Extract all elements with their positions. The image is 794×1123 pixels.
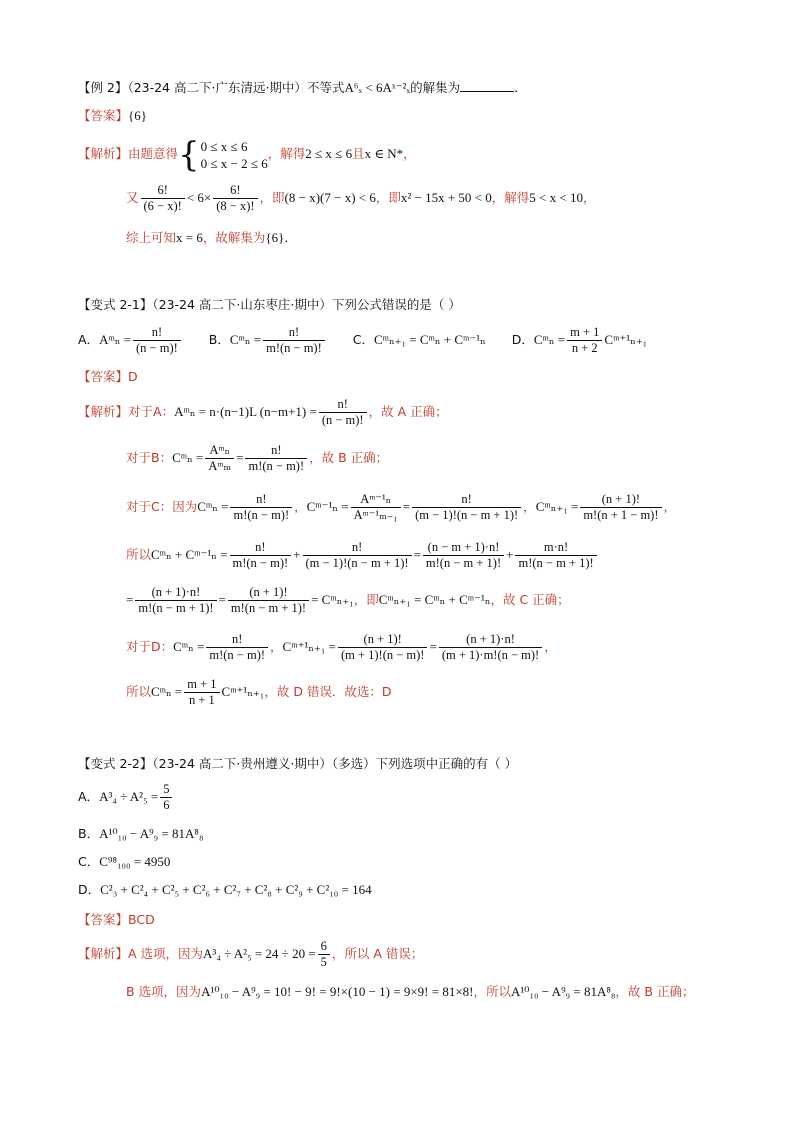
variant21-options (78, 322, 673, 358)
numerator: 6! (141, 183, 185, 199)
math-expr: = (413, 547, 421, 562)
analysis-text: ，解得 (267, 146, 306, 161)
analysis-text: 又 (126, 190, 139, 205)
analysis-text: ，故 B 正确； (309, 450, 389, 465)
separator: ， (294, 499, 307, 514)
variant21-analysis-result (126, 580, 570, 620)
analysis-text: ，故 D 错误．故选：D (264, 684, 392, 699)
variant21-answer (78, 369, 138, 385)
math-expr: = (429, 639, 437, 654)
analysis-text: 综上可知 (126, 230, 177, 245)
fraction (230, 492, 292, 523)
math-expr: = (236, 450, 244, 465)
math-expr: Cᵐ⁺¹ₙ₊₁ (604, 332, 648, 347)
brace-symbol: { (178, 134, 200, 175)
fraction (213, 183, 257, 214)
example2-answer (78, 108, 147, 124)
fraction (205, 443, 234, 474)
answer-blank (460, 79, 514, 92)
math-expr: = Cᵐₙ₊₁ (311, 592, 354, 607)
math-expr: {6} (265, 230, 285, 245)
analysis-text: ，故解集为 (202, 230, 266, 245)
denominator: m!(n − m + 1)! (138, 601, 214, 615)
math-expr: Aᵐₙ = n·(n−1)L (n−m+1) = (174, 404, 317, 419)
fraction (184, 677, 219, 708)
answer-value: BCD (128, 912, 155, 927)
numerator: n! (263, 325, 325, 341)
system-row: 0 ≤ x − 2 ≤ 6 (200, 155, 268, 171)
denominator: (m + 1)!(n − m)! (340, 648, 425, 662)
variant22-source: （23-24 高二下·贵州遵义·期中） (152, 756, 332, 771)
analysis-text: 对于B： (126, 450, 173, 465)
answer-label: 【答案】 (78, 108, 129, 123)
analysis-text: ，故 B 正确； (615, 984, 695, 999)
math-expr: Cᵐₙ₊₁ = (535, 499, 579, 514)
numerator: (n − m + 1)·n! (423, 540, 504, 556)
example2-question (78, 79, 518, 96)
variant22-analysis-a (78, 936, 423, 972)
analysis-text: ，即 (353, 592, 379, 607)
math-expr: < 6× (186, 190, 212, 205)
fraction (160, 782, 172, 813)
denominator: m!(n − m + 1)! (230, 601, 307, 615)
variant22-option-c (78, 854, 170, 870)
fraction (318, 939, 330, 970)
denominator: 5 (320, 955, 327, 969)
option-label: B． (208, 332, 230, 347)
fraction (351, 492, 401, 523)
answer-label: 【答案】 (78, 912, 129, 927)
separator: ， (523, 499, 536, 514)
option-label: B． (78, 826, 100, 841)
variant22-answer (78, 912, 155, 928)
variant21-question (78, 297, 461, 313)
inequality: A⁶ₓ < 6Aˣ⁻²ₓ (344, 80, 411, 95)
variant21-source: （23-24 高二下·山东枣庄·期中） (152, 297, 332, 312)
analysis-text: ，故 C 正确； (490, 592, 570, 607)
fraction (206, 632, 268, 663)
variant22-question (78, 756, 517, 772)
math-expr: Cᵐ⁻¹ₙ = (306, 499, 349, 514)
denominator: m!(n + 1 − m)! (583, 508, 659, 522)
math-expr: Cᵐₙ = (229, 332, 262, 347)
denominator: m!(n − m)! (233, 508, 290, 522)
math-expr: Cᵐₙ₊₁ = Cᵐₙ + Cᵐ⁻¹ₙ (378, 592, 491, 607)
analysis-text: ， (582, 190, 596, 205)
math-expr: Cᵐ⁺¹ₙ₊₁ = (282, 639, 336, 654)
separator: ， (544, 639, 557, 654)
analysis-text: ， (403, 146, 416, 161)
numerator: 6 (318, 939, 330, 955)
period: . (514, 80, 519, 95)
analysis-label: 【解析】 (78, 404, 129, 419)
option-d (512, 322, 647, 358)
numerator: n! (206, 632, 268, 648)
variant21-analysis-c (126, 487, 676, 527)
denominator: m!(n − m + 1)! (425, 556, 502, 570)
variant22-option-b (78, 826, 204, 842)
variant21-analysis-d (126, 627, 557, 667)
denominator: m!(n − m)! (248, 459, 305, 473)
answer-value: D (128, 369, 138, 384)
analysis-text: B 选项，因为 (126, 984, 202, 999)
fraction (580, 492, 661, 523)
numerator: m + 1 (567, 325, 602, 341)
numerator: Aᵐ⁻¹ₙ (351, 492, 401, 508)
fraction (135, 585, 216, 616)
numerator: n! (412, 492, 521, 508)
example2-source: （23-24 高二下·广东清远·期中） (127, 80, 307, 95)
example2-analysis-line2 (126, 178, 595, 218)
math-expr: 2 ≤ x ≤ 6 (305, 146, 353, 161)
fraction (338, 632, 428, 663)
option-label: A． (78, 789, 100, 804)
analysis-text: 且 (352, 146, 365, 161)
variant22-analysis-b (126, 984, 694, 1000)
option-label: A． (78, 332, 100, 347)
math-expr: A³₄ ÷ A²₅ = 24 ÷ 20 = (203, 946, 316, 961)
answer-value: {6} (128, 108, 147, 123)
math-expr: Cᵐₙ = (173, 639, 205, 654)
variant21-analysis-sum (126, 535, 599, 575)
denominator: m!(n − m + 1)! (518, 556, 594, 570)
numerator: 5 (160, 782, 172, 798)
numerator: Aᵐₙ (205, 443, 234, 459)
numerator: n! (133, 325, 181, 341)
example2-analysis-line3 (126, 230, 288, 246)
numerator: (n + 1)! (580, 492, 661, 508)
numerator: n! (245, 443, 307, 459)
fraction (245, 443, 307, 474)
numerator: n! (303, 540, 412, 556)
fraction (439, 632, 542, 663)
fraction (515, 540, 596, 571)
numerator: (n + 1)·n! (135, 585, 216, 601)
analysis-text: ，即 (375, 190, 401, 205)
fraction (133, 325, 181, 356)
math-expr: Cᵐₙ + Cᵐ⁻¹ₙ = (151, 547, 228, 562)
answer-label: 【答案】 (78, 369, 129, 384)
analysis-text: 所以 (126, 547, 152, 562)
math-expr: Cᵐ⁺¹ₙ₊₁ (221, 684, 265, 699)
analysis-label: 【解析】 (78, 946, 129, 961)
analysis-label: 【解析】 (78, 146, 129, 161)
fraction (263, 325, 325, 356)
fraction (303, 540, 412, 571)
option-c (353, 322, 486, 358)
analysis-text: 对于D： (126, 639, 174, 654)
question-text: 不等式 (306, 80, 345, 95)
math-expr: A¹⁰₁₀ − A⁹₉ = 81A⁸₈ (99, 826, 204, 841)
denominator: (8 − x)! (216, 199, 255, 213)
option-label: D． (511, 332, 534, 347)
analysis-text: ，解得 (491, 190, 530, 205)
variant21-analysis-b (126, 438, 388, 478)
denominator: Aᵐₘ (208, 459, 232, 473)
fraction (567, 325, 602, 356)
fraction (141, 183, 185, 214)
math-expr: + (506, 547, 514, 562)
math-expr: = (218, 592, 226, 607)
denominator: Aᵐ⁻¹ₘ₋₁ (353, 508, 398, 522)
numerator: 6! (213, 183, 257, 199)
math-expr: + (293, 547, 301, 562)
option-label: C． (352, 332, 374, 347)
variant22-option-d (78, 882, 372, 898)
separator: ， (663, 499, 677, 514)
analysis-text: ，故 A 正确； (368, 404, 448, 419)
math-expr: Cᵐₙ = (172, 450, 204, 465)
math-expr: x ∈ N* (364, 146, 404, 161)
option-a (78, 322, 183, 358)
inequality-system (201, 138, 268, 172)
variant21-analysis-conclusion (126, 672, 392, 712)
math-expr: A³₄ ÷ A²₅ = (99, 789, 159, 804)
numerator: n! (230, 540, 292, 556)
math-expr: (8 − x)(7 − x) < 6 (284, 190, 376, 205)
math-expr: 5 < x < 10 (529, 190, 583, 205)
denominator: m!(n − m)! (266, 341, 322, 355)
analysis-text: ，所以 A 错误； (331, 946, 424, 961)
numerator: (n + 1)! (228, 585, 309, 601)
math-expr: Cᵐₙ = (151, 684, 183, 699)
option-label: C． (78, 854, 100, 869)
variant22-option-a (78, 779, 174, 815)
numerator: m + 1 (184, 677, 219, 693)
fraction (228, 585, 309, 616)
math-expr: C⁹⁸₁₀₀ = 4950 (99, 854, 171, 869)
question-text: 的解集为 (410, 80, 461, 95)
math-expr: x = 6 (176, 230, 203, 245)
fraction (230, 540, 292, 571)
denominator: 6 (163, 798, 170, 812)
denominator: (n − m)! (136, 341, 178, 355)
question-text: 下列公式错误的是（ ） (331, 297, 461, 312)
denominator: (m + 1)·m!(n − m)! (441, 648, 540, 662)
numerator: m·n! (515, 540, 596, 556)
denominator: m!(n − m)! (209, 648, 266, 662)
math-expr: = (126, 592, 134, 607)
math-expr: Cᵐₙ = (197, 499, 229, 514)
analysis-text: 由题意得 (128, 146, 179, 161)
example2-analysis-line1 (78, 134, 416, 175)
question-text: （多选）下列选项中正确的有（ ） (331, 756, 518, 771)
option-label: D． (78, 882, 101, 897)
math-expr: A¹⁰₁₀ − A⁹₉ = 81A⁸₈ (511, 984, 616, 999)
period: . (284, 230, 289, 245)
separator: ， (270, 639, 283, 654)
analysis-text: 对于C：因为 (126, 499, 198, 514)
numerator: n! (230, 492, 292, 508)
math-expr: C²₃ + C²₄ + C²₅ + C²₆ + C²₇ + C²₈ + C²₉ + C²₁₀ = 164 (100, 882, 372, 897)
math-expr: x² − 15x + 50 < 0 (400, 190, 492, 205)
denominator: n + 1 (188, 693, 215, 707)
example2-label: 【例 2】 (78, 80, 128, 95)
fraction (319, 397, 367, 428)
fraction (412, 492, 521, 523)
denominator: (n − m)! (321, 413, 364, 427)
analysis-text: A 选项，因为 (128, 946, 204, 961)
system-row: 0 ≤ x ≤ 6 (200, 138, 248, 154)
variant21-label: 【变式 2-1】 (78, 297, 153, 312)
option-b (209, 322, 327, 358)
analysis-text: 所以 (126, 684, 152, 699)
analysis-text: ，所以 (473, 984, 511, 999)
analysis-text: ，即 (259, 190, 285, 205)
math-expr: Aᵐₙ = (99, 332, 132, 347)
denominator: m!(n − m)! (232, 556, 289, 570)
math-expr: = (402, 499, 411, 514)
variant21-analysis-a (78, 392, 448, 432)
numerator: (n + 1)! (338, 632, 428, 648)
numerator: (n + 1)·n! (439, 632, 542, 648)
math-expr: A¹⁰₁₀ − A⁹₉ = 10! − 9! = 9!×(10 − 1) = 9×9! = 81×8! (201, 984, 474, 999)
denominator: (6 − x)! (143, 199, 182, 213)
numerator: n! (319, 397, 367, 413)
denominator: n + 2 (571, 341, 598, 355)
denominator: (m − 1)!(n − m + 1)! (415, 508, 519, 522)
denominator: (m − 1)!(n − m + 1)! (305, 556, 409, 570)
math-expr: Cᵐₙ₊₁ = Cᵐₙ + Cᵐ⁻¹ₙ (373, 332, 486, 347)
fraction (423, 540, 504, 571)
variant22-label: 【变式 2-2】 (78, 756, 153, 771)
math-expr: Cᵐₙ = (533, 332, 566, 347)
analysis-text: 对于A： (128, 404, 175, 419)
